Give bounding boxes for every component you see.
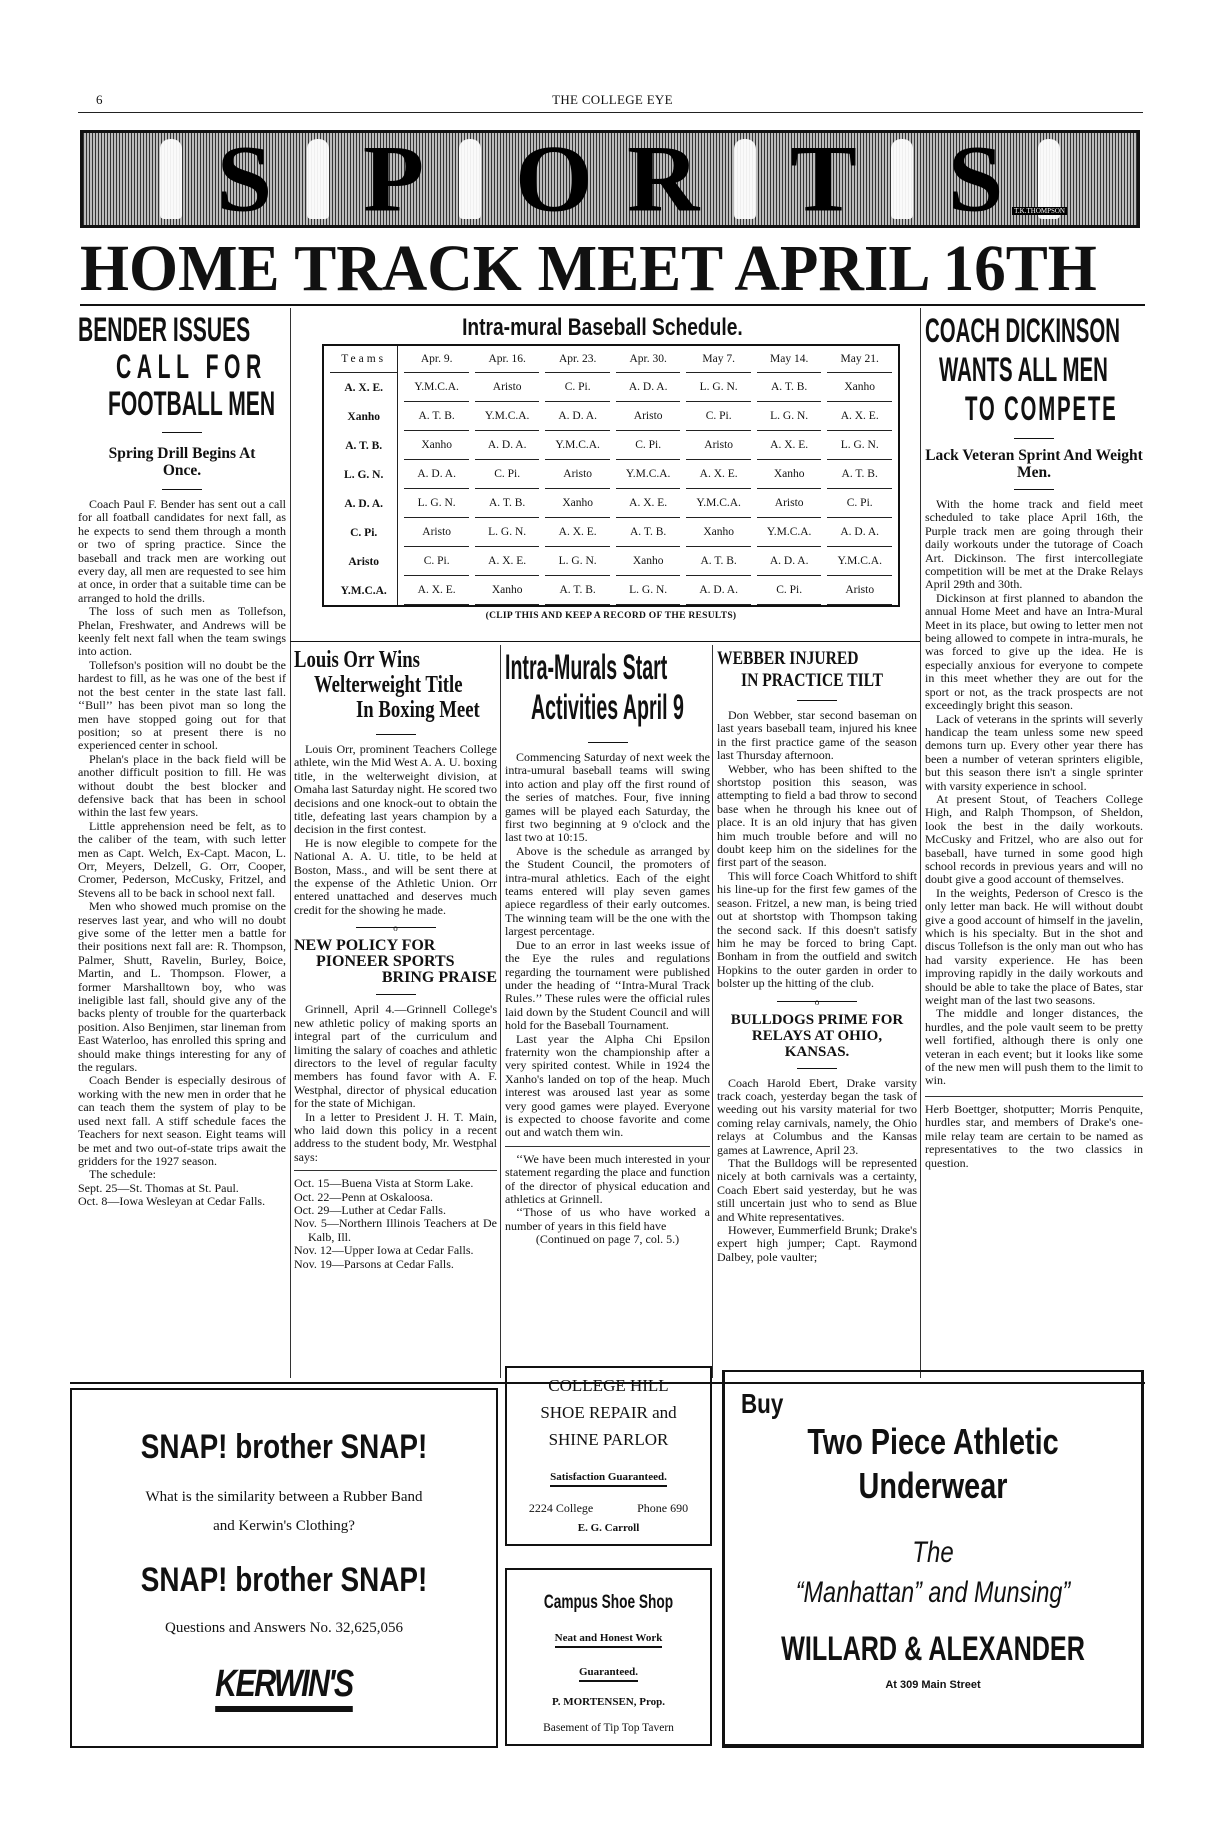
ad-tagline: Neat and Honest Work [555,1632,663,1648]
table-row [330,373,892,402]
ad-college-hill [505,1366,712,1546]
team-cell: L. G. N. [330,460,398,489]
opponent-cell: L. G. N. [404,489,469,518]
opponent-cell: Aristo [404,518,469,547]
headline-line: IN PRACTICE TILT [741,670,884,691]
ad-address: 2224 College [528,1501,594,1515]
ad-tagline: Satisfaction Guaranteed. [550,1471,667,1487]
divider: o [777,1001,857,1002]
football-player-figure-icon [160,139,182,219]
opponent-cell: Xanho [686,518,751,547]
ad-name-line: COLLEGE HILL [548,1376,669,1395]
article-body [717,1077,917,1265]
schedule-title-text: Intra-mural Baseball Schedule. [462,314,743,341]
paragraph: Webber, who has been shifted to the shortstop position this season, was attempting to field a bad throw to second base when he through his knee out of place. It is an old injury that has given him much trouble before and will no doubt keep him on the sidelines for the first part of the season. [717,761,917,870]
team-cell: A. X. E. [330,373,398,402]
opponent-cell: A. X. E. [827,402,892,431]
paragraph: Oct. 29—Luther at Cedar Falls. [294,1202,446,1217]
schedule-caption: (CLIP THIS AND KEEP A RECORD OF THE RESULTS) [485,611,737,621]
opponent-cell: Xanho [404,431,469,460]
opponent-cell: Xanho [545,489,610,518]
divider [925,1096,1143,1097]
opponent-cell: L. G. N. [475,518,540,547]
ad-kerwins [70,1388,498,1748]
paragraph: Oct. 15—Buena Vista at Storm Lake. [294,1176,474,1191]
opponent-cell: Y.M.C.A. [404,373,469,402]
headline-line: KANSAS. [784,1043,850,1060]
table-row [330,402,892,431]
ad-question: What is the similarity between a Rubber Band [145,1489,423,1505]
paragraph: Oct. 22—Penn at Oskaloosa. [294,1189,433,1204]
paragraph: Oct. 8—Iowa Wesleyan at Cedar Falls. [78,1194,266,1209]
ad-the: The [912,1536,954,1569]
opponent-cell: L. G. N. [827,431,892,460]
ad-question: and Kerwin's Clothing? [213,1518,355,1534]
article-orr [294,648,497,1271]
paragraph: Louis Orr, prominent Teachers College athlete, win the Mid West A. A. U. boxing title, in the welterweight division, at Omaha last Saturday night. He scored two decisions and one knock-out to obtain the title, defeating last years champion by a decision in the first contest. [294,742,497,837]
article-body [717,709,917,991]
main-headline: HOME TRACK MEET APRIL 16TH [80,232,1097,305]
runner-figure-icon [459,139,481,219]
article-body [294,743,497,917]
ad-store-name: WILLARD & ALEXANDER [781,1630,1085,1668]
opponent-cell: A. D. A. [757,547,822,576]
team-cell: Xanho [330,402,398,431]
headline-line: Welterweight Title [314,672,463,698]
table-row [330,489,892,518]
headline-line: BRING PRAISE [381,969,497,987]
ad-slogan: SNAP! brother SNAP! [140,1428,428,1466]
opponent-cell: Aristo [827,576,892,605]
column-rule [712,645,713,1378]
opponent-cell: Aristo [545,460,610,489]
column-header-date: Apr. 16. [475,346,540,373]
opponent-cell: Aristo [757,489,822,518]
policy-continued-body [505,1153,710,1233]
sports-banner [80,125,1140,232]
article-bender [78,312,286,1209]
headline-line: Activities April 9 [531,688,684,727]
opponent-cell: Y.M.C.A. [616,460,681,489]
ad-owner: E. G. Carroll [577,1522,640,1534]
paragraph: That the Bulldogs will be represented nicely at both carnivals was a certainty, Coach Ebert said yesterday, but he was still uncertain just who to send as Blue and White representatives. [717,1155,917,1224]
opponent-cell: A. T. B. [475,489,540,518]
opponent-cell: A. X. E. [757,431,822,460]
ad-phone: Phone 690 [637,1501,689,1515]
opponent-cell: A. D. A. [475,431,540,460]
paragraph: In a letter to President J. H. T. Main, who laid down this policy in a recent address to the student body, Mr. Westphal says: [294,1109,497,1164]
banner-letter: R [627,125,700,232]
headline-line: FOOTBALL MEN [108,385,276,423]
football-schedule-continued [294,1177,497,1271]
banner-letter: S [216,125,273,232]
article-headline [717,648,917,692]
opponent-cell: C. Pi. [404,547,469,576]
article-webber [717,648,917,1264]
paragraph: Due to an error in last weeks issue of the Eye the rules and regulations regarding the tournament were published under the heading of ‘‘Intra-Mural Track Rules.’’ These rules were the official rules laid down by the Student Council and will hold for the Baseball Tournament. [505,937,710,1033]
opponent-cell: C. Pi. [616,431,681,460]
opponent-cell: A. D. A. [827,518,892,547]
divider [797,700,837,701]
page-number: 6 [96,92,103,107]
opponent-cell: Y.M.C.A. [545,431,610,460]
paragraph: Grinnell, April 4.—Grinnell College's new athletic policy of making sports an integral part of the curriculum and limiting the salary of coaches and athletic directors to the level of regular faculty members has found favor with A. F. Westphal, director of physical education for the state of Michigan. [294,1002,497,1111]
opponent-cell: C. Pi. [827,489,892,518]
headline-line: Louis Orr Wins [294,647,420,673]
table-header-row [330,346,892,373]
column-header-date: Apr. 30. [616,346,681,373]
article-headline [294,648,497,726]
paragraph: Nov. 5—Northern Illinois Teachers at De Kalb, Ill. [294,1216,497,1244]
continued-notice[interactable]: (Continued on page 7, col. 5.) [535,1232,680,1247]
baseball-schedule-title [290,314,915,342]
opponent-cell: Xanho [616,547,681,576]
ad-location: Basement of Tip Top Tavern [543,1722,674,1734]
ad-address: At 309 Main Street [885,1679,981,1691]
ad-tagline: Guaranteed. [579,1666,638,1682]
opponent-cell: Xanho [757,460,822,489]
paragraph: Coach Paul F. Bender has sent out a call for all foatball candidates for next fall, as he expects to send them through a month or two of spring practice. Since the baseball and track men are working out every day, all men are requested to see him at once, in order that a suitable time can be arranged to hold the drills. [78,497,286,605]
divider [376,734,416,735]
table-row [330,460,892,489]
paragraph: Coach Bender is especially desirous of working with the new men in order that he can teach them the system of play to be used next fall. A stiff schedule faces the Teachers for next season. Eight teams will be met and two out-of-state trips await the gridders for the 1927 season. [78,1073,286,1168]
article-body [505,751,710,1140]
headline-line: CALL FOR [116,348,267,386]
divider [1014,438,1054,439]
paragraph: With the home track and field meet scheduled to take place April 16th, the Purple track men are going through their daily workouts under the tutorage of Coach Art. Dickinson. The first intercollegiate competition will be met at the Drake Relays April 29th and 30th. [925,497,1143,592]
divider [162,432,202,433]
article-dickinson [925,312,1143,1170]
opponent-cell: Xanho [475,576,540,605]
opponent-cell: L. G. N. [616,576,681,605]
divider: o [356,927,436,928]
header-rule [78,112,1143,113]
divider [1014,489,1054,490]
banner-letter: S [947,125,1004,232]
paragraph: Men who showed much promise on the reserves last year, and who will no doubt give some of the letter men a battle for their positions next fall are: R. Thompson, Palmer, Shutt, Ravelin, Burley, Boice, Martin, and L. Thompson. Flower, a former Marshalltown boy, who was ineligible last fall, should give any of the backs plenty of trouble for the quarterback position. Also Benjimen, star lineman from East Waterloo, has enrolled this spring and should make things interesting for any of the regulars. [78,899,286,1075]
schedule-table [322,344,900,607]
opponent-cell: A. X. E. [404,576,469,605]
paragraph: Don Webber, star second baseman on last years baseball team, injured his knee in the first practice game of the season last Thursday afternoon. [717,708,917,763]
paragraph: The schedule: [89,1167,156,1182]
opponent-cell: Aristo [475,373,540,402]
divider [797,1068,837,1069]
paragraph: This will force Coach Whitford to shift his line-up for the first few games of the season. Fritzel, a new man, is being tried out at shortstop with Thompson taking the second sack. If this doesn't satisfy him he may be forced to bring Capt. Bonham in from the outfield and switch Hopkins to the outer garden in order to bolster up the hitting of the club. [717,868,917,991]
team-cell: A. D. A. [330,489,398,518]
headline-line: BENDER ISSUES [78,311,251,349]
ad-brands: “Manhattan” and Munsing” [795,1576,1071,1609]
paragraph: ‘‘Those of us who have worked a number of years in this field have [505,1205,710,1233]
paragraph: Coach Harold Ebert, Drake varsity track coach, yesterday began the task of weeding out his varsity material for two coming relay carnivals, namely, the Ohio relays at Columbus and the Kansas games at Lawrence, April 23. [717,1075,917,1157]
team-cell: C. Pi. [330,518,398,547]
opponent-cell: A. T. B. [686,547,751,576]
paragraph: Dickinson at first planned to abandon the annual Home Meet and have an Intra-Mural Meet in its place, but owing to letter men not being allowed to compete in intra-murals, he was forced to give up the idea. He is especially anxious for everyone to compete in this meet whether they are out for the sport or not, as the track prospects are not exceedingly bright this season. [925,590,1143,713]
article-subhead: Spring Drill Begins At Once. [108,445,256,479]
opponent-cell: A. X. E. [686,460,751,489]
paragraph: At present Stout, of Teachers College High, and Ralph Thompson, of Sheldon, look the best in the daily workouts. McCusky and Fritzel, who are also out for baseball, have turned in some good high school records in previous years and will no doubt give a good account of themselves. [925,791,1143,887]
ad-name-line: SHINE PARLOR [548,1430,669,1449]
banner-letter: O [514,125,593,232]
opponent-cell: L. G. N. [686,373,751,402]
opponent-cell: L. G. N. [545,547,610,576]
headline-line: NEW POLICY FOR [294,937,436,955]
section-rule [290,641,920,642]
opponent-cell: Xanho [827,373,892,402]
paragraph: Above is the schedule as arranged by the Student Council, the promoters of intra-mural athletics. Each of the eight teams entered will play seven games apiece regardless of their early outcomes. The winning team will be the one with the largest percentage. [505,843,710,939]
paragraph: ‘‘We have been much interested in your statement regarding the place and function of the director of physical education and athletics at Grinnell. [505,1151,710,1206]
paragraph: The middle and longer distances, the hurdles, and the pole vault seem to be pretty well fortified, although there is only one veteran in each event; but it looks like some of the new men will push them to the limit to win. [925,1006,1143,1088]
column-rule [500,645,501,1378]
headline-rule [80,304,1145,306]
ad-name: Campus Shoe Shop [543,1592,674,1613]
opponent-cell: Aristo [616,402,681,431]
paragraph: Lack of veterans in the sprints will severly handicap the team unless some new speed demons turn up. Every other year there has been a number of veteran sprinters eligible, but this season there isn't a single sprinter with varsity experience in school. [925,711,1143,793]
divider [162,489,202,490]
ad-willard-alexander [722,1370,1144,1748]
article-headline [925,312,1143,430]
paragraph: In the weights, Pederson of Cresco is the only letter man back. He will without doubt give a good account of himself in the javelin, which is his specialty. But in the shot and discus Tollefson is the only man out who has had varsity experience. He has been improving rapidly in the daily workouts and should be able to take the place of Bates, star weight man of the last two seasons. [925,885,1143,1008]
newspaper-name: THE COLLEGE EYE [552,92,673,107]
football-schedule [78,1182,286,1209]
opponent-cell: A. D. A. [404,460,469,489]
opponent-cell: C. Pi. [686,402,751,431]
opponent-cell: A. T. B. [545,576,610,605]
ad-slogan: SNAP! brother SNAP! [140,1561,428,1599]
opponent-cell: Y.M.C.A. [827,547,892,576]
banner-letter: P [363,125,425,232]
team-cell: A. T. B. [330,431,398,460]
article-headline [505,648,710,734]
article-body [78,498,286,1182]
headline-line: WANTS ALL MEN [939,351,1108,389]
headline-line: COACH DICKINSON [925,312,1120,350]
column-rule [920,308,921,1378]
opponent-cell: Y.M.C.A. [757,518,822,547]
headline-line: PIONEER SPORTS [316,953,455,971]
opponent-cell: A. D. A. [616,373,681,402]
opponent-cell: A. D. A. [686,576,751,605]
column-rule [290,308,291,1378]
headline-line: BULLDOGS PRIME FOR [730,1011,904,1028]
opponent-cell: L. G. N. [757,402,822,431]
column-header-teams: Teams [330,346,398,373]
paragraph: Tollefson's position will no doubt be the hardest to fill, as he was one of the best if not the best center in the state last fall. ‘‘Bull’’ has been pivot man so long the men have stopped going out for that position; so at present there is no experienced center in school. [78,657,286,753]
paragraph: Little apprehension need be felt, as to the caliber of the team, with such letter men as Capt. Welch, Ex-Capt. Macon, L. Orr, Meyers, Delzell, G. Orr, Cooper, Cromer, Pederson, McCusky, Fritzel, and Stevens all to be back in school next fall. [78,818,286,900]
headline-line: TO COMPETE [965,390,1118,428]
opponent-cell: A. X. E. [475,547,540,576]
column-header-date: Apr. 9. [404,346,469,373]
banner-letter: T [790,125,857,232]
baseball-schedule [322,344,900,621]
headline-line: Intra-Murals Start [505,648,668,687]
ad-owner: P. MORTENSEN, Prop. [552,1696,665,1708]
table-row [330,431,892,460]
paragraph: He is now elegible to compete for the National A. A. U. title, to be held at Boston, Mass., and will be sent there at the expense of the Athletic Union. Orr entered unattached and deserves much credit for the showing he made. [294,835,497,917]
opponent-cell: Y.M.C.A. [686,489,751,518]
article-body [294,1003,497,1164]
artist-signature: T.K.THOMPSON [1014,207,1065,215]
article-intramurals [505,648,710,1247]
article-headline [294,938,497,986]
opponent-cell: A. X. E. [545,518,610,547]
opponent-cell: A. T. B. [757,373,822,402]
athlete-figure-icon [307,139,329,219]
baseball-player-figure-icon [734,139,756,219]
paragraph: Commencing Saturday of next week the intra-umural baseball teams will swing into action and play off the first round of the series of matches. Four, five inning games will be played each Saturday, the first two beginning at 9 o'clock and the last two at 10:15. [505,750,710,845]
opponent-cell: A. X. E. [616,489,681,518]
kerwins-logo: KERWIN'S [215,1663,352,1712]
ad-product: Two Piece Athletic [807,1421,1059,1462]
paragraph: Phelan's place in the back field will be another difficult position to fill. He was without doubt the best blocker and defensive back that has been in school within the last few years. [78,751,286,820]
divider [505,1146,710,1147]
paragraph: Nov. 19—Parsons at Cedar Falls. [294,1256,454,1271]
column-header-date: May 14. [757,346,822,373]
divider [588,742,628,743]
opponent-cell: A. T. B. [404,402,469,431]
opponent-cell: C. Pi. [545,373,610,402]
table-row [330,518,892,547]
column-header-date: May 21. [827,346,892,373]
headline-line: RELAYS AT OHIO, [751,1027,883,1044]
ad-series: Questions and Answers No. 32,625,056 [165,1620,403,1636]
ad-name-line: SHOE REPAIR and [540,1403,677,1422]
opponent-cell: C. Pi. [757,576,822,605]
table-row [330,576,892,605]
opponent-cell: Aristo [686,431,751,460]
ad-campus-shoe-shop [505,1568,712,1746]
headline-line: In Boxing Meet [356,697,480,723]
divider [376,994,416,995]
divider [294,1170,497,1171]
team-cell: Aristo [330,547,398,576]
bulldogs-continued-body: Herb Boettger, shotputter; Morris Penquite, hurdles star, and members of Drake's one-mile relay team are certain to be named as representatives to the two classics in question. [925,1101,1143,1170]
article-body [925,498,1143,1088]
paragraph: Sept. 25—St. Thomas at St. Paul. [78,1180,239,1195]
paragraph: Last year the Alpha Chi Epsilon fraternity won the championship after a very spirited contest. While in 1924 the Xanho's landed on top of the heap. Much interest was aroused last year as some very good games were played. Everyone is expected to choose favorite and come out and watch them win. [505,1031,710,1140]
team-cell: Y.M.C.A. [330,576,398,605]
ad-buy: Buy [741,1388,784,1419]
column-header-date: May 7. [686,346,751,373]
paragraph: The loss of such men as Tollefson, Phelan, Freshwater, and Andrews will be keenly felt next fall when the team swings into action. [78,604,286,659]
paragraph: Nov. 12—Upper Iowa at Cedar Falls. [294,1243,474,1258]
opponent-cell: A. D. A. [545,402,610,431]
opponent-cell: C. Pi. [475,460,540,489]
ad-product: Underwear [858,1465,1008,1506]
table-row [330,547,892,576]
golfer-figure-icon [891,139,913,219]
ad-name [507,1372,710,1453]
paragraph: However, Eummerfield Brunk; Drake's expert high jumper; Capt. Raymond Dalbey, pole vaulter; [717,1223,917,1264]
article-headline [78,312,286,424]
article-subhead: Lack Veteran Sprint And Weight Men. [925,447,1143,481]
opponent-cell: Y.M.C.A. [475,402,540,431]
opponent-cell: A. T. B. [616,518,681,547]
opponent-cell: A. T. B. [827,460,892,489]
headline-line: WEBBER INJURED [717,648,859,669]
article-headline [717,1012,917,1060]
column-header-date: Apr. 23. [545,346,610,373]
